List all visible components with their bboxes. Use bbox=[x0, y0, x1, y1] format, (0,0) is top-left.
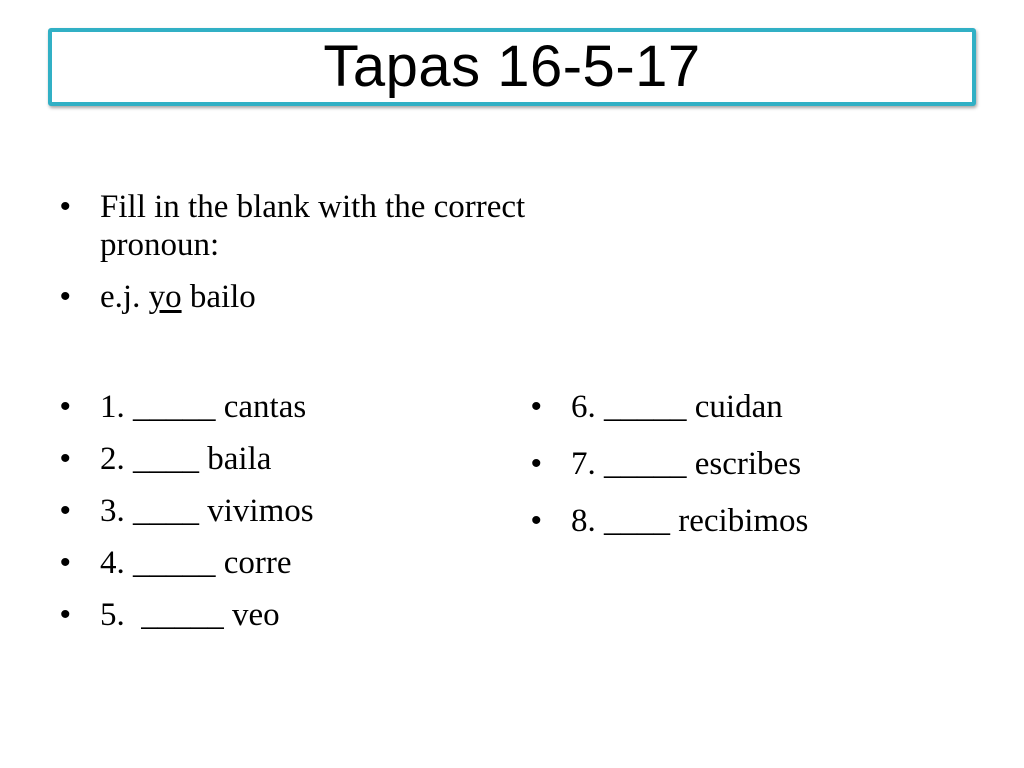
exercise-item bbox=[60, 440, 490, 492]
bullet-icon: • bbox=[60, 442, 71, 475]
bullet-icon: • bbox=[60, 280, 71, 313]
instruction-item bbox=[60, 188, 530, 264]
exercise-item bbox=[531, 445, 951, 502]
exercise-text: 5. _____ veo bbox=[100, 597, 280, 633]
example-item bbox=[60, 278, 530, 316]
exercise-item bbox=[531, 388, 951, 445]
slide-title: Tapas 16-5-17 bbox=[323, 34, 701, 99]
bullet-icon: • bbox=[60, 390, 71, 423]
exercise-item bbox=[60, 596, 490, 648]
exercise-item bbox=[60, 492, 490, 544]
bullet-icon: • bbox=[531, 447, 542, 480]
instruction-text: Fill in the blank with the correct pronoun: bbox=[100, 189, 526, 263]
exercise-item bbox=[531, 502, 951, 559]
example-prefix: e.j. bbox=[100, 279, 149, 315]
exercise-text: 3. ____ vivimos bbox=[100, 493, 314, 529]
title-box bbox=[48, 28, 976, 106]
bullet-icon: • bbox=[60, 598, 71, 631]
exercise-text: 7. _____ escribes bbox=[571, 446, 802, 482]
exercise-list-right bbox=[531, 388, 951, 559]
instruction-list bbox=[60, 188, 530, 330]
exercise-text: 4. _____ corre bbox=[100, 545, 292, 581]
exercise-item bbox=[60, 388, 490, 440]
bullet-icon: • bbox=[60, 546, 71, 579]
bullet-icon: • bbox=[60, 190, 71, 223]
exercise-item bbox=[60, 544, 490, 596]
exercise-text: 2. ____ baila bbox=[100, 441, 272, 477]
exercise-text: 1. _____ cantas bbox=[100, 389, 307, 425]
bullet-icon: • bbox=[531, 504, 542, 537]
exercise-list-left bbox=[60, 388, 490, 648]
exercise-text: 8. ____ recibimos bbox=[571, 503, 809, 539]
bullet-icon: • bbox=[60, 494, 71, 527]
exercise-text: 6. _____ cuidan bbox=[571, 389, 783, 425]
bullet-icon: • bbox=[531, 390, 542, 423]
example-suffix: bailo bbox=[181, 279, 256, 315]
example-pronoun: yo bbox=[148, 279, 182, 315]
